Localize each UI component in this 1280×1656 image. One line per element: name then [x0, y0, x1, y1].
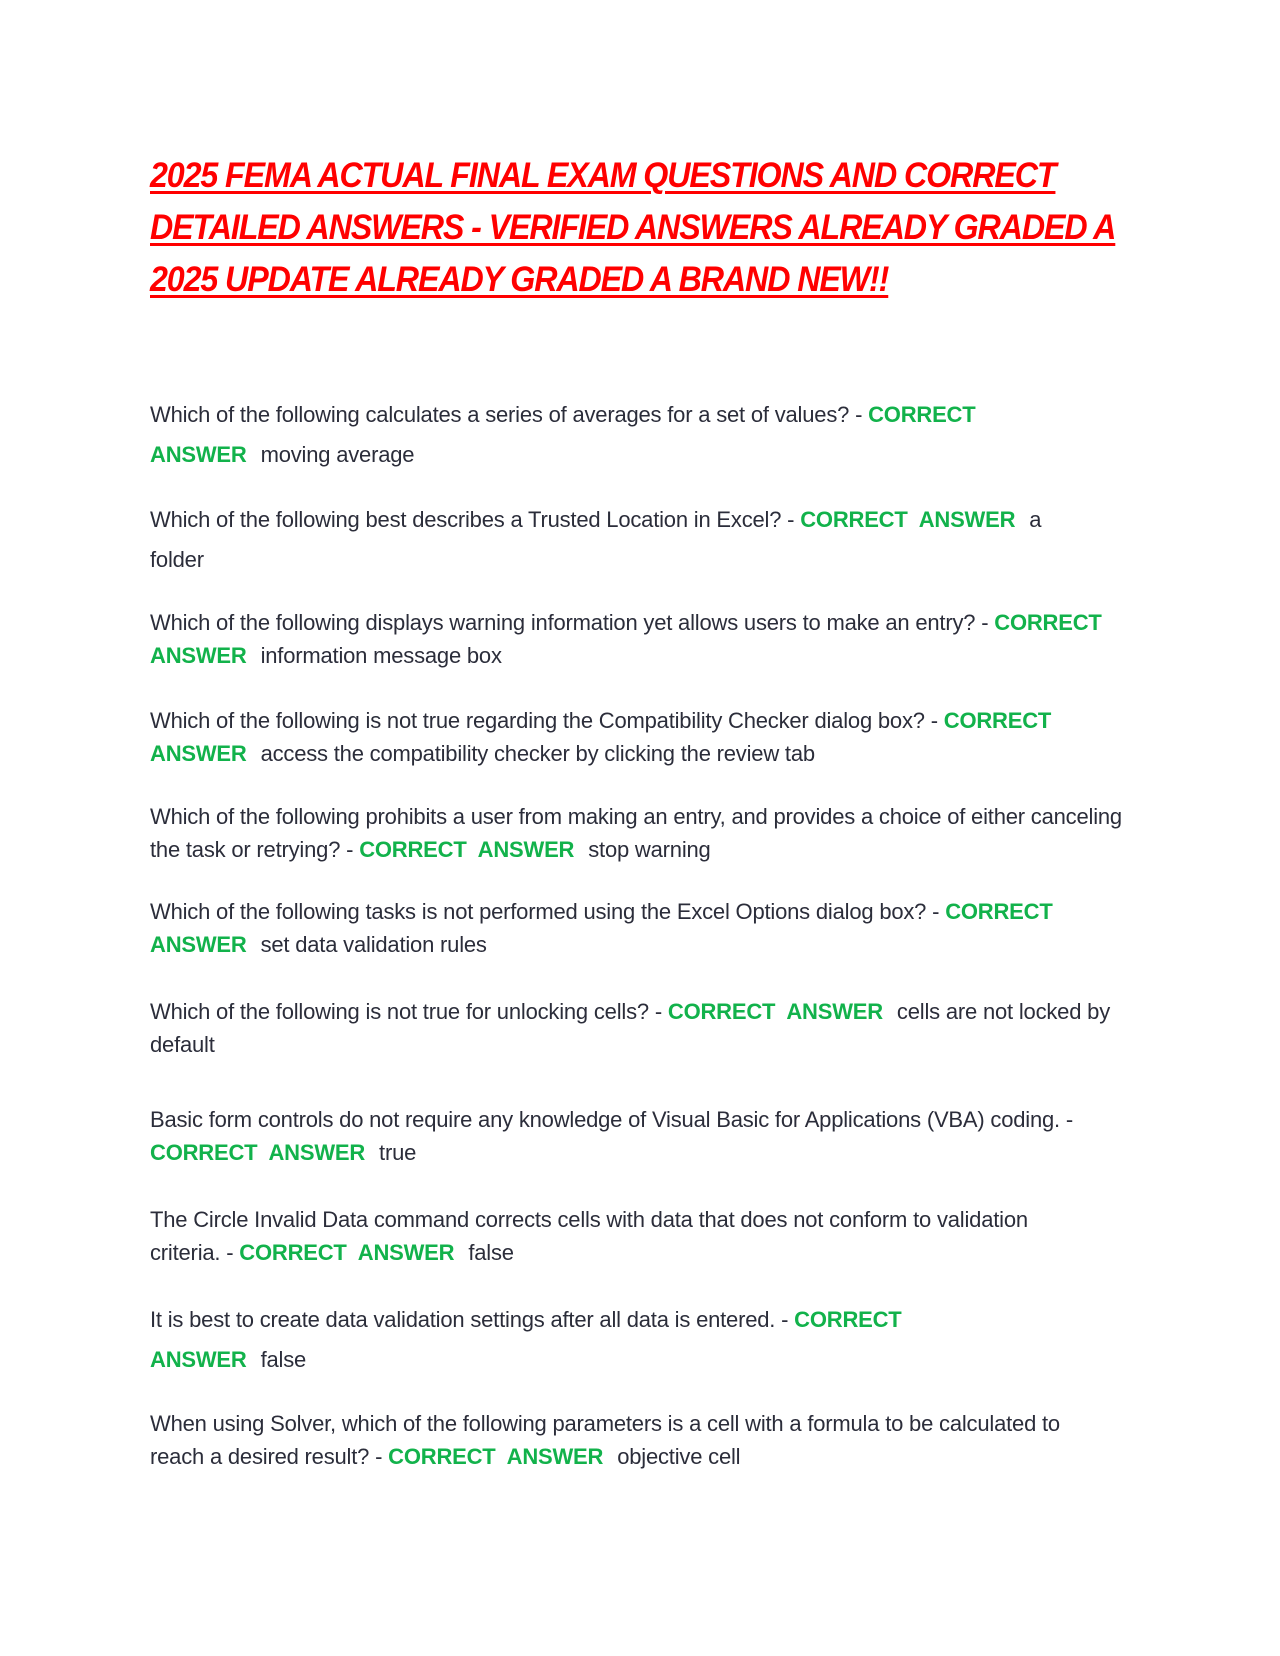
answer-text: set data validation rules [260, 932, 487, 957]
question-text: Which of the following is not true for unlocking cells? [150, 999, 649, 1024]
qa-item-2 [150, 500, 1050, 580]
qa-item-9 [150, 1203, 1070, 1269]
separator: - [781, 507, 801, 532]
qa-item-3 [150, 606, 1150, 672]
qa-item-4 [150, 704, 1120, 770]
qa-item-10 [150, 1300, 1050, 1380]
correct-answer-label: CORRECT ANSWER [800, 507, 1016, 532]
separator: - [924, 708, 944, 733]
answer-text: access the compatibility checker by clicking the review tab [260, 741, 815, 766]
qa-item-1 [150, 395, 1140, 475]
question-text: Basic form controls do not require any knowledge of Visual Basic for Applications (VBA) coding. [150, 1107, 1060, 1132]
correct-answer-label: CORRECT ANSWER [150, 610, 1102, 668]
answer-text: cells are not locked by default [150, 999, 1110, 1057]
answer-text: false [468, 1240, 514, 1265]
separator: - [369, 1444, 389, 1469]
answer-text: false [260, 1347, 307, 1372]
question-text: It is best to create data validation settings after all data is entered. [150, 1307, 776, 1332]
question-text: Which of the following calculates a series of averages for a set of values? [150, 402, 850, 427]
separator: - [340, 837, 360, 862]
correct-answer-label: CORRECT ANSWER [150, 1140, 366, 1165]
question-text: Which of the following is not true regarding the Compatibility Checker dialog box? [150, 708, 925, 733]
correct-answer-label: CORRECT ANSWER [667, 999, 883, 1024]
separator: - [849, 402, 869, 427]
answer-text: objective cell [617, 1444, 741, 1469]
qa-item-7 [150, 995, 1140, 1061]
correct-answer-label: CORRECT ANSWER [359, 837, 575, 862]
question-text: Which of the following tasks is not performed using the Excel Options dialog box? [150, 899, 927, 924]
correct-answer-label: CORRECT ANSWER [150, 708, 1052, 766]
correct-answer-label: CORRECT ANSWER [239, 1240, 455, 1265]
qa-item-11 [150, 1407, 1070, 1473]
qa-item-6 [150, 895, 1110, 961]
question-text: Which of the following prohibits a user from making an entry, and provides a choice of either canceling the task or retrying? [150, 804, 1122, 862]
separator: - [775, 1307, 795, 1332]
separator: - [1059, 1107, 1074, 1132]
answer-text: a folder [150, 507, 1042, 572]
question-text: The Circle Invalid Data command corrects cells with data that does not conform to validation criteria. [150, 1207, 1028, 1265]
correct-answer-label: CORRECT ANSWER [388, 1444, 604, 1469]
document-title [150, 150, 1144, 306]
qa-item-8 [150, 1103, 1150, 1169]
separator: - [926, 899, 946, 924]
answer-text: moving average [260, 442, 415, 467]
answer-text: information message box [260, 643, 502, 668]
separator: - [220, 1240, 240, 1265]
question-text: When using Solver, which of the following parameters is a cell with a formula to be calculated to reach a desired result? [150, 1411, 1060, 1469]
correct-answer-label: CORRECT ANSWER [150, 899, 1053, 957]
answer-text: stop warning [588, 837, 711, 862]
answer-text: true [379, 1140, 417, 1165]
separator: - [975, 610, 995, 635]
question-text: Which of the following displays warning information yet allows users to make an entry? [150, 610, 976, 635]
separator: - [648, 999, 668, 1024]
question-text: Which of the following best describes a Trusted Location in Excel? [150, 507, 782, 532]
document-page [150, 150, 1140, 1469]
document-title-text: 2025 FEMA ACTUAL FINAL EXAM QUESTIONS AND CORRECT DETAILED ANSWERS - VERIFIED ANSWERS ALREADY GRADED A 2025 UPDATE ALREADY GRADED A BRAND NEW!! [150, 156, 1116, 299]
correct-answer-label: CORRECT ANSWER [150, 402, 976, 467]
qa-item-5 [150, 800, 1140, 866]
correct-answer-label: CORRECT ANSWER [150, 1307, 902, 1372]
